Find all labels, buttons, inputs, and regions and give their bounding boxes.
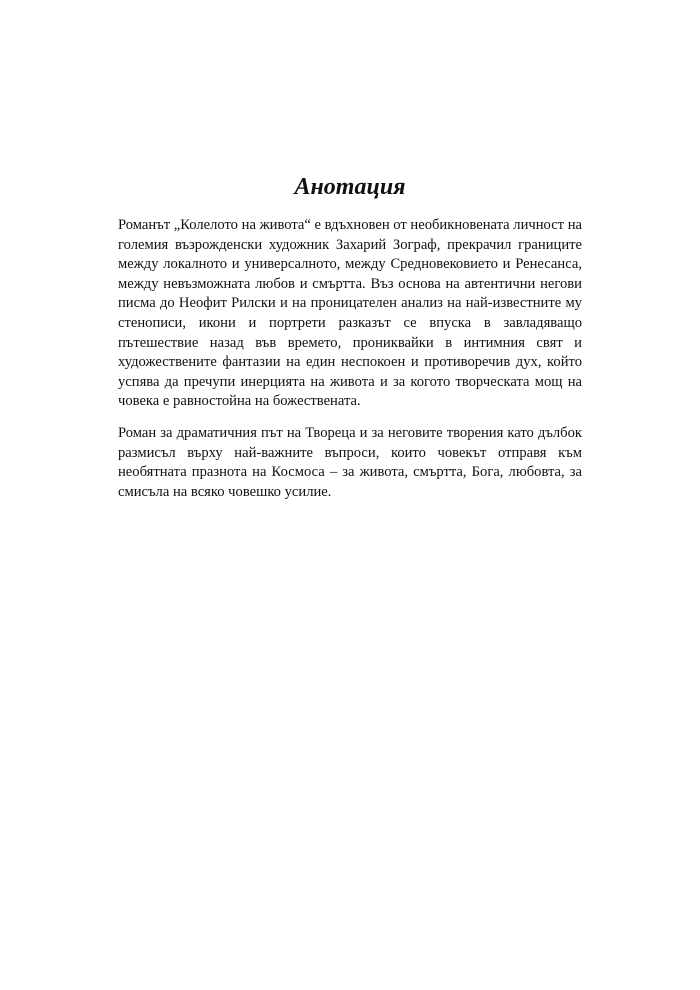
page-title: Анотация xyxy=(294,174,406,200)
annotation-section xyxy=(118,172,582,514)
annotation-paragraph-1: Романът „Колелото на живота“ е вдъхновен от необикновената личност на големия възрожденски художник Захарий Зограф, прекрачил границите между локалното и универсалното, между Средновековието и Ренесанса, между невъзможната любов и смъртта. Въз основа на автентични негови писма до Неофит Рилски и на проницателен анализ на най-известните му стенописи, икони и портрети разказът се впуска в завладяващо пътешествие назад във времето, прониквайки в интимния свят и художествените фантазии на един неспокоен и противоречив дух, който успява да пречупи инерцията на живота и за когото творческата мощ на човека е равностойна на божествената. xyxy=(118,217,582,410)
annotation-paragraph-2: Роман за драматичния път на Твореца и за неговите творения като дълбок размисъл върху най-важните въпроси, които човекът отправя към необятната празнота на Космоса – за живота, смъртта, Бога, любовта, за смисъла на всяко човешко усилие. xyxy=(118,424,582,500)
